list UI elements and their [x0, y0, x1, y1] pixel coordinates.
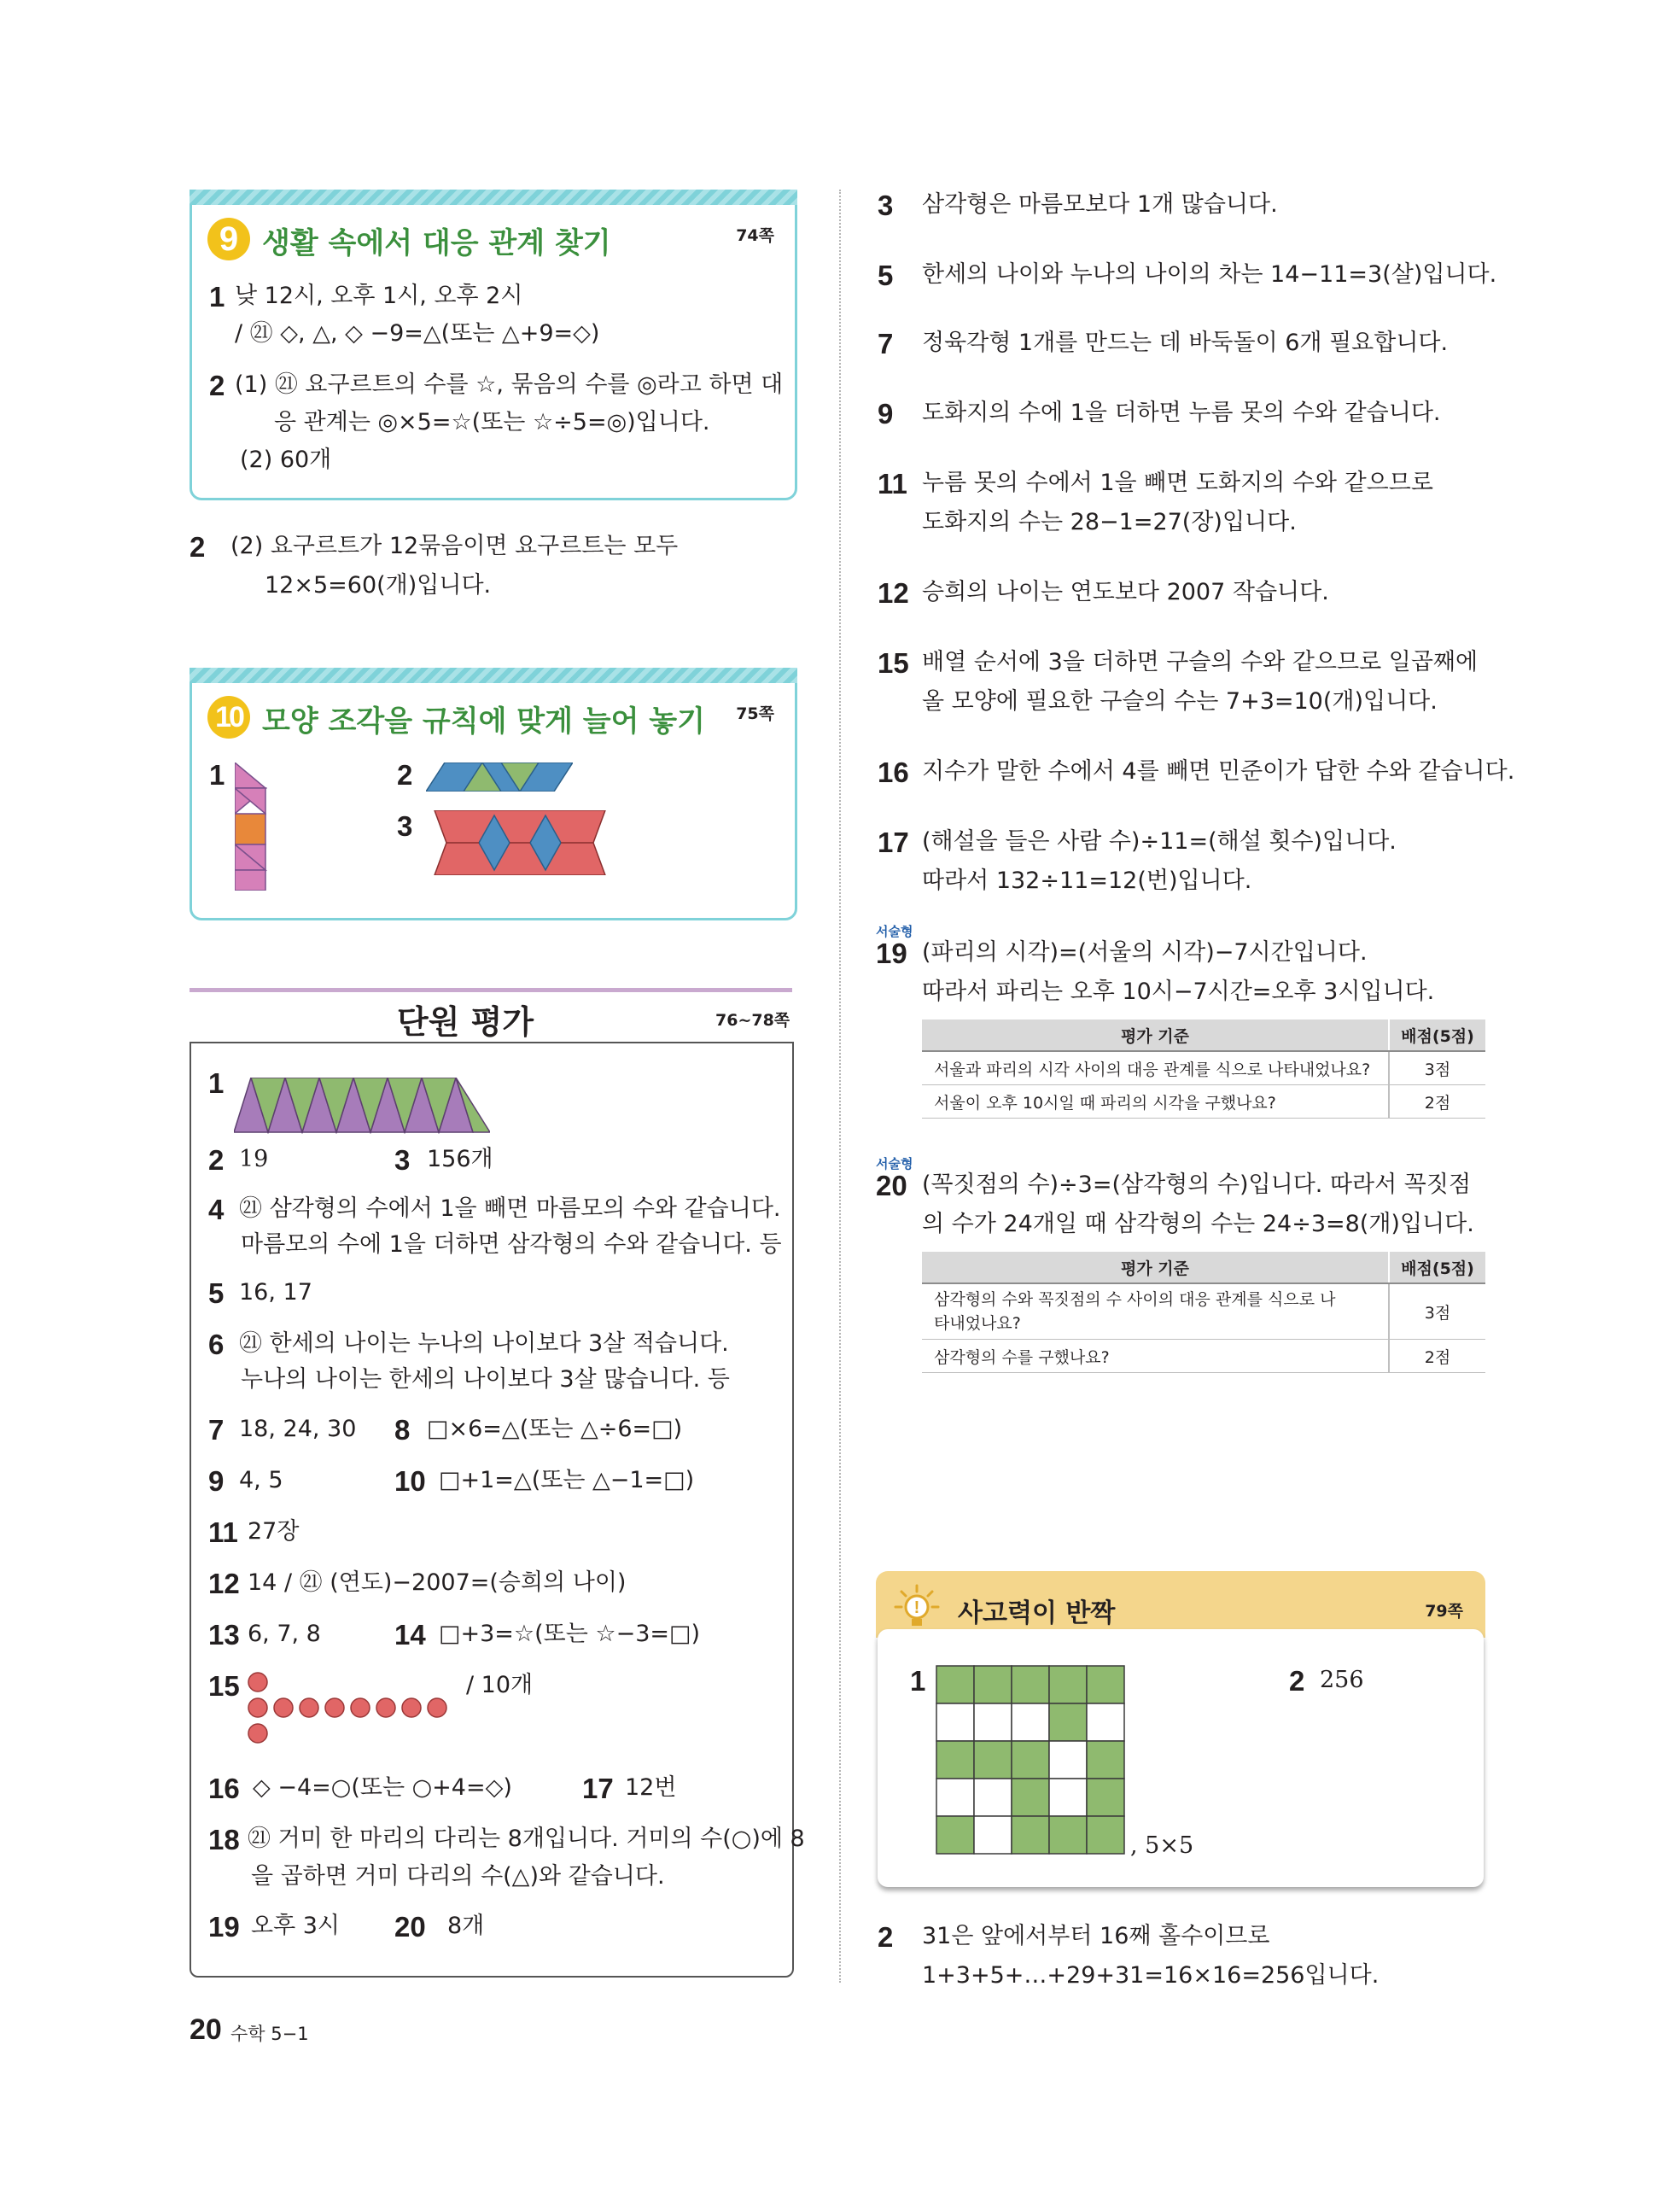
marble	[248, 1698, 267, 1717]
question-number: 2	[209, 370, 225, 401]
grid-cell	[1087, 1703, 1124, 1741]
rubric-header: 배점(5점)	[1389, 1020, 1485, 1051]
grid-cell	[1012, 1741, 1049, 1779]
explanation-text: (2) 요구르트가 12묶음이면 요구르트는 모두	[230, 533, 679, 559]
grid-cell	[974, 1741, 1012, 1779]
question-number: 8	[394, 1414, 411, 1446]
answer-text: / ㉑ ◇, △, ◇ −9=△(또는 △+9=◇)	[235, 320, 600, 347]
rubric-score: 3점	[1389, 1283, 1485, 1340]
rubric-criterion: 서울과 파리의 시각 사이의 대응 관계를 식으로 나타내었나요?	[922, 1051, 1389, 1085]
answer-text: 16, 17	[239, 1279, 312, 1306]
grid-cell	[936, 1666, 974, 1703]
rubric-header: 배점(5점)	[1389, 1252, 1485, 1283]
rubric-header: 평가 기준	[922, 1252, 1389, 1283]
answer-text: 14 / ㉑ (연도)−2007=(승희의 나이)	[248, 1569, 627, 1596]
grid-pattern	[936, 1665, 1127, 1856]
section-stripe	[190, 668, 797, 683]
rubric-header: 평가 기준	[922, 1020, 1389, 1051]
hexagon-strip	[426, 810, 614, 875]
answer-text: 256	[1320, 1667, 1364, 1693]
explanation-number: 9	[878, 398, 894, 429]
explanation-text: 올 모양에 필요한 구슬의 수는 7+3=10(개)입니다.	[922, 688, 1438, 715]
essay-type-tag: 서술형	[876, 1156, 913, 1171]
answer-text: ㉑ 한세의 나이는 누나의 나이보다 3살 적습니다.	[239, 1330, 729, 1357]
answer-text: 18, 24, 30	[239, 1416, 357, 1442]
marble	[376, 1698, 395, 1717]
grid-cell	[1049, 1816, 1087, 1854]
answer-text: 12번	[625, 1774, 677, 1801]
question-number: 7	[208, 1414, 225, 1446]
question-number: 3	[394, 1144, 411, 1176]
grid-cell	[974, 1816, 1012, 1854]
section-badge: 10	[207, 696, 250, 739]
answer-text: (1) ㉑ 요구르트의 수를 ☆, 묶음의 수를 ◎라고 하면 대	[235, 371, 784, 398]
explanation-text: 따라서 파리는 오후 10시−7시간=오후 3시입니다.	[922, 979, 1435, 1005]
answer-text: 27장	[248, 1518, 300, 1545]
lightbulb-icon	[893, 1583, 941, 1631]
grid-cell	[936, 1741, 974, 1779]
rubric-table-20	[922, 1252, 1485, 1373]
answer-text: 6, 7, 8	[248, 1621, 321, 1647]
grid-cell	[1087, 1779, 1124, 1816]
unit-test-box	[190, 1042, 805, 1978]
rubric-criterion	[922, 1283, 1389, 1340]
explanation-text: 도화지의 수에 1을 더하면 누름 못의 수와 같습니다.	[922, 400, 1441, 426]
page-reference: 76~78쪽	[715, 1011, 790, 1030]
grid-cell	[1049, 1703, 1087, 1741]
answer-text: 4, 5	[239, 1467, 283, 1493]
question-number: 2	[397, 759, 413, 791]
question-number: 9	[208, 1465, 225, 1497]
svg-text:!: !	[913, 1598, 920, 1617]
unit-test-title: 단원 평가	[397, 1003, 534, 1041]
grid-cell	[1049, 1741, 1087, 1779]
footer-book-title: 수학 5−1	[230, 2024, 309, 2044]
section-stripe	[190, 190, 797, 205]
question-number: 19	[208, 1911, 240, 1943]
explanation-number: 19	[876, 938, 907, 969]
section-badge: 9	[207, 218, 250, 260]
explanation-number: 2	[878, 1921, 894, 1953]
question-number: 1	[208, 1067, 225, 1099]
grid-cell	[1049, 1666, 1087, 1703]
explanation-text: (해설을 들은 사람 수)÷11=(해설 횟수)입니다.	[922, 828, 1397, 855]
explanation-text: (파리의 시각)=(서울의 시각)−7시간입니다.	[922, 939, 1368, 966]
explanation-text: 도화지의 수는 28−1=27(장)입니다.	[922, 509, 1297, 535]
thinking-title: 사고력이 반짝	[958, 1598, 1116, 1628]
explanation-text: 삼각형은 마름모보다 1개 많습니다.	[922, 191, 1278, 218]
explanation-text: 12×5=60(개)입니다.	[265, 572, 492, 599]
question-number: 2	[1289, 1665, 1305, 1697]
explanation-text: 한세의 나이와 누나의 나이의 차는 14−11=3(살)입니다.	[922, 261, 1497, 288]
grid-cell	[974, 1779, 1012, 1816]
rubric-score: 3점	[1389, 1051, 1485, 1085]
question-number: 18	[208, 1824, 240, 1855]
section-title: 생활 속에서 대응 관계 찾기	[262, 226, 611, 260]
question-number: 6	[208, 1329, 225, 1360]
question-number: 2	[208, 1144, 225, 1176]
explanation-text: (꼭짓점의 수)÷3=(삼각형의 수)입니다. 따라서 꼭짓점	[922, 1171, 1472, 1198]
explanation-number: 3	[878, 190, 894, 221]
grid-cell	[1087, 1741, 1124, 1779]
rubric-criterion: 삼각형의 수를 구했나요?	[922, 1340, 1389, 1373]
answer-text: 낮 12시, 오후 1시, 오후 2시	[235, 283, 523, 309]
grid-cell	[974, 1703, 1012, 1741]
answer-text: 8개	[447, 1913, 485, 1939]
grid-cell	[974, 1666, 1012, 1703]
marble	[428, 1698, 446, 1717]
explanation-text: 누름 못의 수에서 1을 빼면 도화지의 수와 같으므로	[922, 470, 1433, 496]
answer-text: ◇ −4=○(또는 ○+4=◇)	[253, 1774, 512, 1801]
explanation-text: 정육각형 1개를 만드는 데 바둑돌이 6개 필요합니다.	[922, 330, 1449, 356]
rubric-criterion: 서울이 오후 10시일 때 파리의 시각을 구했나요?	[922, 1085, 1389, 1119]
explanation-number: 17	[878, 827, 909, 858]
question-number: 15	[208, 1670, 240, 1702]
explanation-number: 5	[878, 260, 894, 291]
question-number: 1	[910, 1665, 926, 1697]
page-reference: 79쪽	[1425, 1602, 1463, 1621]
question-number: 10	[394, 1465, 426, 1497]
grid-cell	[936, 1703, 974, 1741]
essay-type-tag: 서술형	[876, 924, 913, 939]
question-number: 11	[208, 1516, 238, 1548]
explanation-text: 따라서 132÷11=12(번)입니다.	[922, 868, 1252, 894]
answer-text: □+3=☆(또는 ☆−3=□)	[439, 1621, 701, 1647]
parallelogram-strip	[426, 762, 573, 792]
grid-cell	[1012, 1703, 1049, 1741]
section-9-box	[190, 190, 797, 500]
rubric-criterion-line: 타내었나요?	[934, 1314, 1021, 1333]
marble	[248, 1673, 267, 1691]
explanation-number: 7	[878, 328, 894, 359]
marble	[274, 1698, 293, 1717]
explanation-text: 1+3+5+…+29+31=16×16=256입니다.	[922, 1962, 1380, 1989]
page-number: 20	[190, 2013, 222, 2046]
question-number: 14	[394, 1619, 426, 1651]
marble	[325, 1698, 344, 1717]
question-number: 16	[208, 1773, 240, 1804]
question-number: 20	[394, 1911, 426, 1943]
grid-cell	[1049, 1779, 1087, 1816]
marble	[248, 1724, 267, 1743]
answer-text: / 10개	[466, 1672, 534, 1698]
grid-cell	[1012, 1816, 1049, 1854]
explanation-number: 2	[190, 531, 206, 563]
explanation-number: 16	[878, 757, 909, 788]
grid-cell	[1087, 1666, 1124, 1703]
answer-text: □×6=△(또는 △÷6=□)	[427, 1416, 683, 1442]
marble	[351, 1698, 370, 1717]
grid-cell	[1012, 1666, 1049, 1703]
explanation-number: 12	[878, 577, 909, 609]
question-number: 13	[208, 1619, 240, 1651]
answer-text: 마름모의 수에 1을 더하면 삼각형의 수와 같습니다. 등	[241, 1231, 782, 1258]
rubric-score: 2점	[1389, 1085, 1485, 1119]
section-10-box	[190, 668, 797, 920]
column-divider	[839, 190, 841, 1983]
marble	[402, 1698, 421, 1717]
rubric-score: 2점	[1389, 1340, 1485, 1373]
explanation-text: 지수가 말한 수에서 4를 빼면 민준이가 답한 수와 같습니다.	[922, 758, 1515, 785]
question-number: 4	[208, 1194, 225, 1225]
triangle-pattern	[234, 1078, 490, 1134]
marble-pattern	[248, 1672, 470, 1749]
explanation-text: 승희의 나이는 연도보다 2007 작습니다.	[922, 579, 1329, 605]
question-number: 5	[208, 1277, 225, 1309]
answer-text: 19	[239, 1146, 269, 1172]
thinking-box	[876, 1571, 1485, 1887]
marble	[300, 1698, 318, 1717]
question-number: 1	[209, 759, 225, 791]
answer-text: ㉑ 삼각형의 수에서 1을 빼면 마름모의 수와 같습니다.	[239, 1195, 781, 1222]
answer-text: 156개	[427, 1146, 493, 1172]
grid-cell	[1012, 1779, 1049, 1816]
answer-text: □+1=△(또는 △−1=□)	[439, 1467, 695, 1493]
answer-text: 누나의 나이는 한세의 나이보다 3살 많습니다. 등	[241, 1366, 730, 1393]
question-number: 1	[209, 281, 225, 313]
answer-text: ㉑ 거미 한 마리의 다리는 8개입니다. 거미의 수(○)에 8	[248, 1826, 805, 1852]
question-number: 12	[208, 1568, 240, 1599]
answer-text: 응 관계는 ◎×5=☆(또는 ☆÷5=◎)입니다.	[274, 409, 710, 435]
pattern-blocks-column	[235, 762, 269, 891]
section-title: 모양 조각을 규칙에 맞게 늘어 놓기	[262, 704, 705, 739]
grid-cell	[1087, 1816, 1124, 1854]
answer-text: 오후 3시	[251, 1913, 341, 1939]
grid-cell	[936, 1816, 974, 1854]
explanation-text: 31은 앞에서부터 16째 홀수이므로	[922, 1923, 1270, 1949]
page-reference: 75쪽	[736, 704, 774, 723]
question-number: 3	[397, 810, 413, 842]
rubric-criterion-line: 삼각형의 수와 꼭짓점의 수 사이의 대응 관계를 식으로 나	[934, 1290, 1336, 1309]
explanation-number: 15	[878, 647, 909, 679]
purple-rule	[190, 988, 792, 992]
explanation-text: 의 수가 24개일 때 삼각형의 수는 24÷3=8(개)입니다.	[922, 1211, 1474, 1237]
rubric-table-19	[922, 1020, 1485, 1119]
question-number: 17	[582, 1773, 614, 1804]
explanation-text: 배열 순서에 3을 더하면 구슬의 수와 같으므로 일곱째에	[922, 649, 1479, 675]
answer-text: 을 곱하면 거미 다리의 수(△)와 같습니다.	[251, 1863, 665, 1890]
page-reference: 74쪽	[736, 226, 774, 245]
grid-cell	[936, 1779, 974, 1816]
answer-text: , 5×5	[1130, 1832, 1194, 1859]
explanation-number: 20	[876, 1170, 907, 1201]
explanation-number: 11	[878, 468, 907, 500]
answer-text: (2) 60개	[240, 447, 332, 473]
